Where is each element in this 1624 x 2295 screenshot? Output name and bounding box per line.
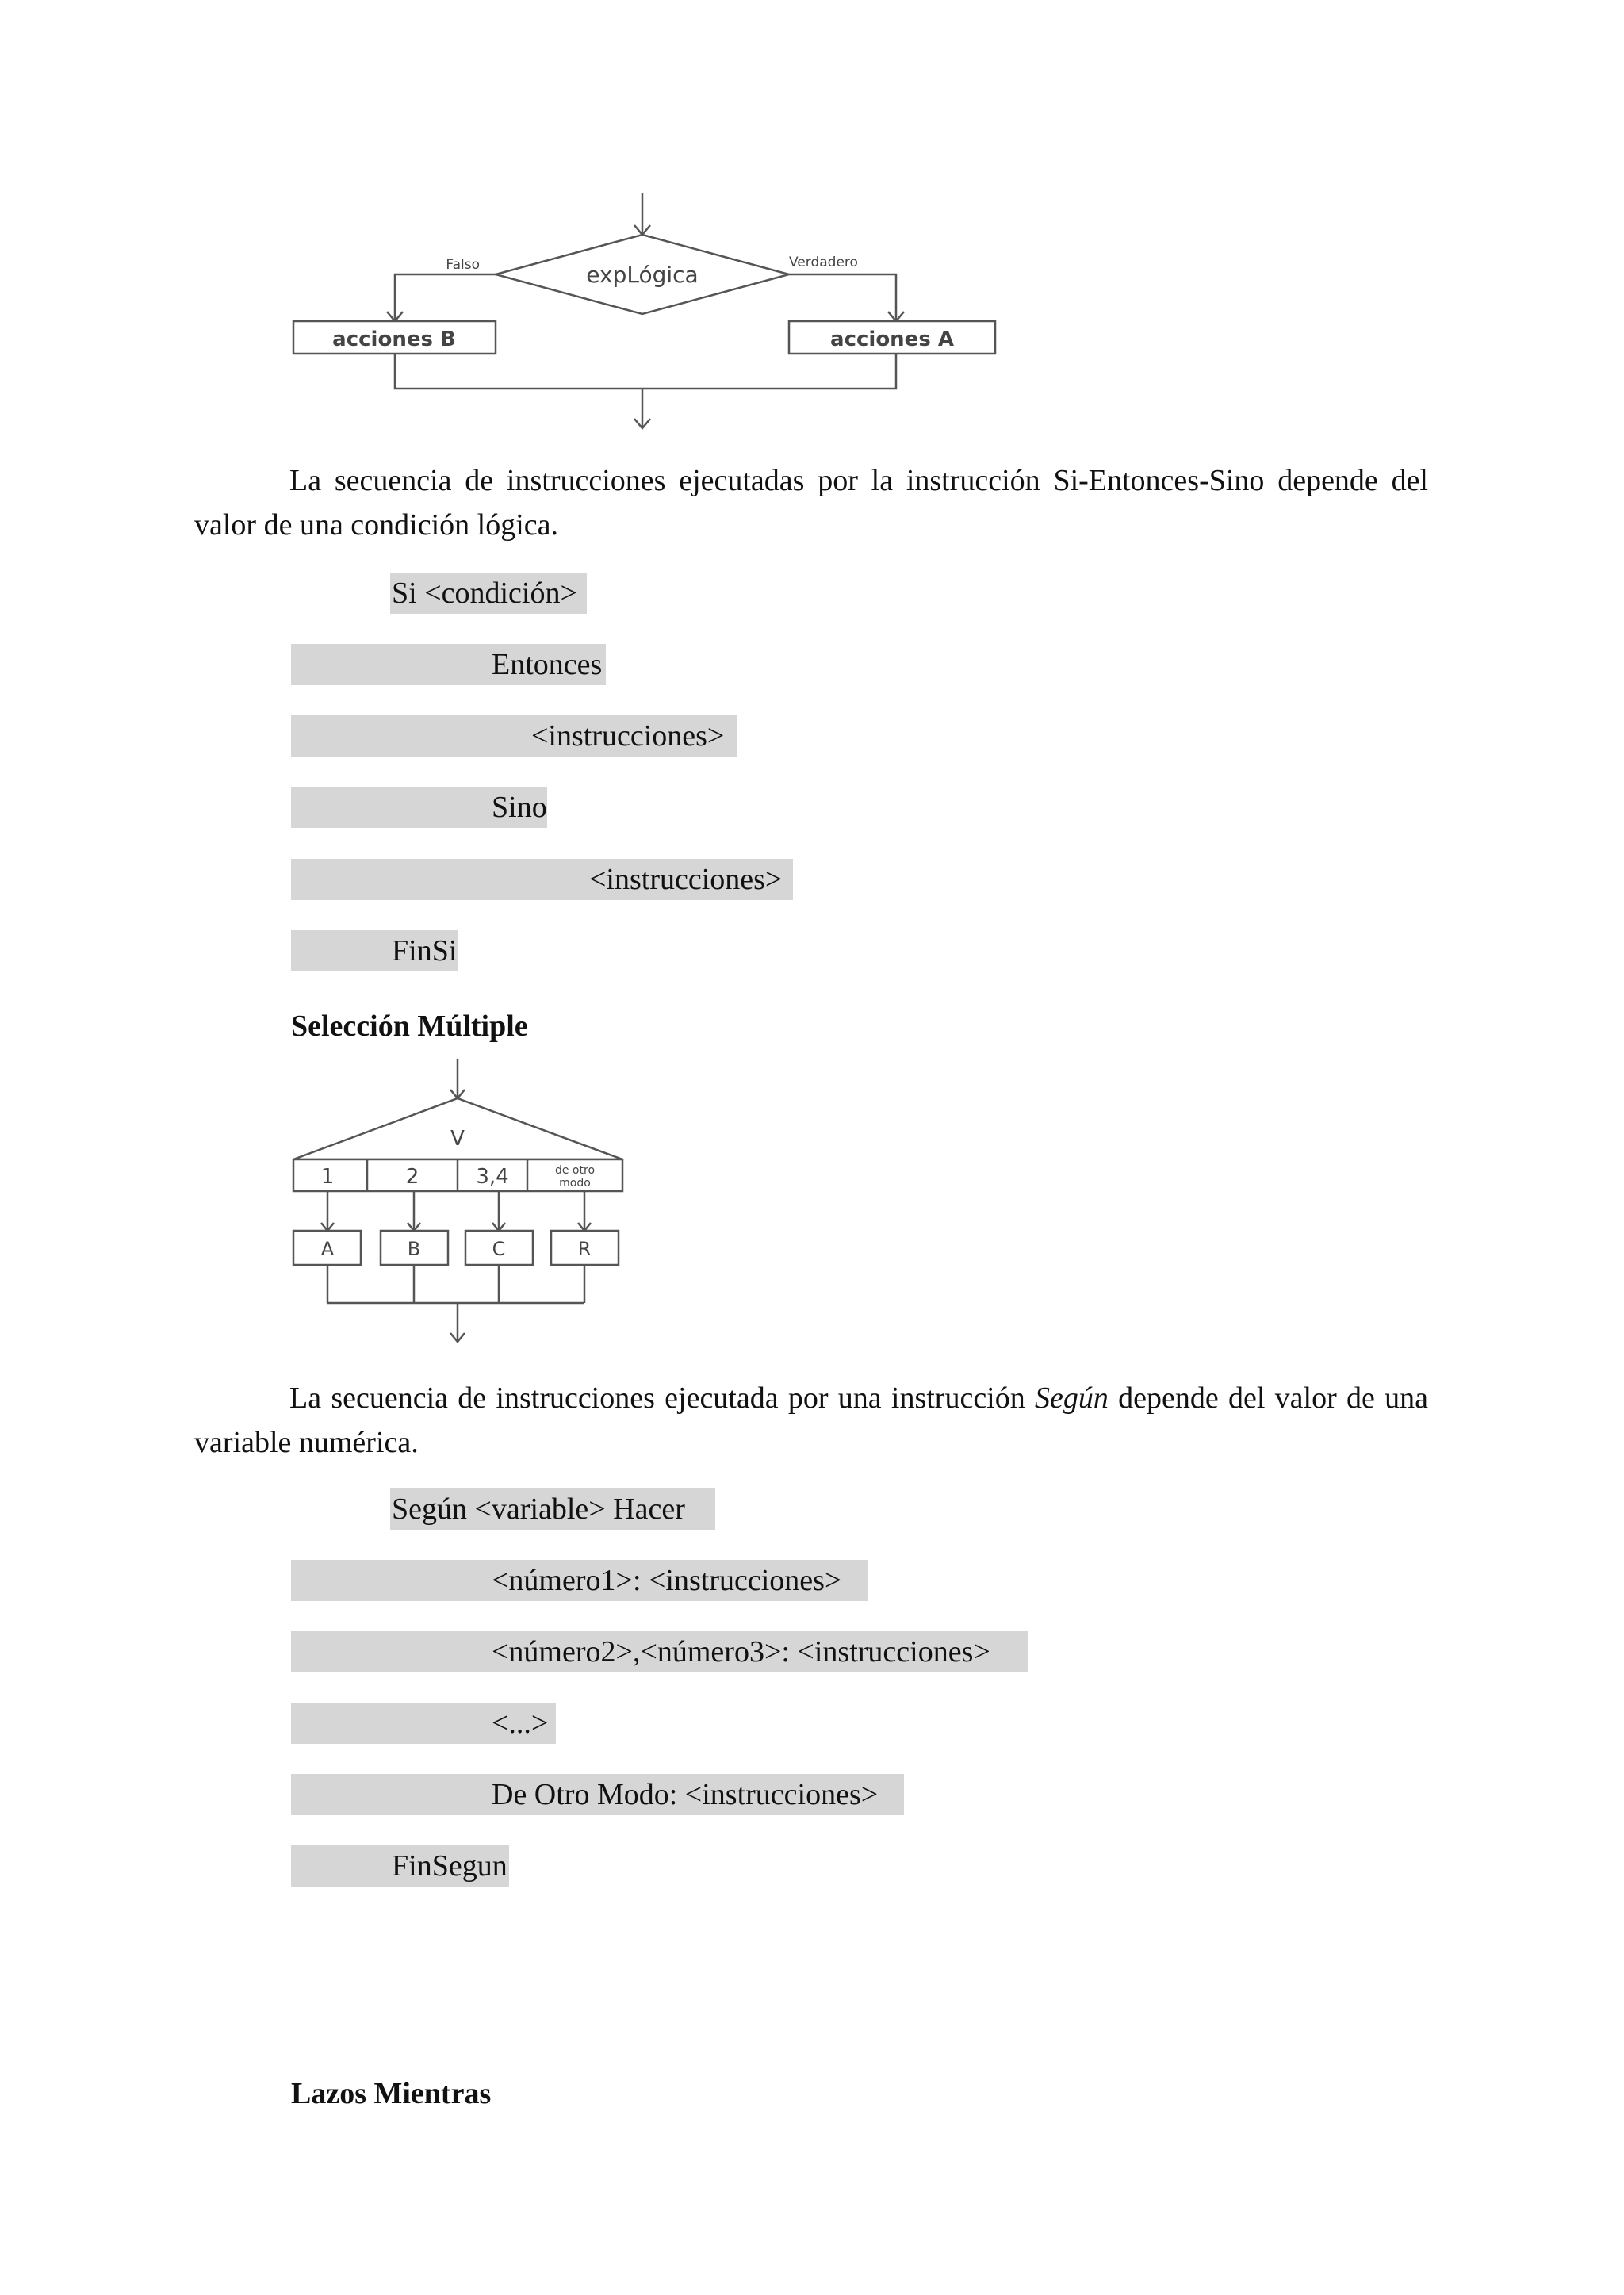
paragraph-switch-after: depende del valor de una variable numérica. (194, 1381, 1428, 1459)
condition-text: expLógica (586, 262, 699, 288)
code-line-finsi: FinSi (392, 934, 458, 967)
switch-variable-text: V (450, 1127, 465, 1151)
code-line-finsegun: FinSegun (392, 1849, 508, 1883)
case-1-text: 1 (320, 1165, 335, 1189)
merge-line (395, 354, 896, 389)
paragraph-switch-before: La secuencia de instrucciones ejecutada por una instrucción (289, 1381, 1035, 1415)
case-default-text-line2: modo (559, 1177, 591, 1190)
code-line-si: Si <condición> (392, 577, 577, 610)
action-r-letter: R (577, 1238, 592, 1260)
code-line-instr-1: <instrucciones> (531, 719, 725, 753)
action-a-text: acciones A (830, 328, 954, 351)
code-line-entonces: Entonces (492, 648, 603, 681)
case-3-4-text: 3,4 (476, 1165, 509, 1189)
paragraph-if (194, 458, 1428, 547)
code-line-sino: Sino (492, 791, 547, 824)
paragraph-switch-emphasis: Según (1035, 1381, 1109, 1415)
action-c-letter: C (492, 1238, 506, 1260)
case-default-text-line1: de otro (554, 1164, 596, 1177)
code-line-numero1: <número1>: <instrucciones> (492, 1564, 842, 1597)
action-b-letter: B (407, 1238, 421, 1260)
heading-lazos-mientras: Lazos Mientras (291, 2077, 492, 2110)
false-branch-line (395, 274, 496, 321)
code-line-numero2-3: <número2>,<número3>: <instrucciones> (492, 1635, 990, 1669)
if-flowchart (282, 189, 1011, 435)
paragraph-switch (194, 1376, 1428, 1465)
heading-seleccion-multiple: Selección Múltiple (291, 1010, 528, 1043)
case-2-text: 2 (405, 1165, 419, 1189)
true-branch-line (789, 274, 896, 321)
switch-flowchart (289, 1055, 634, 1350)
code-line-instr-2: <instrucciones> (589, 863, 783, 896)
paragraph-if-text: La secuencia de instrucciones ejecutadas por la instrucción Si-Entonces-Sino depende del valor de una condición lógica. (194, 464, 1428, 542)
action-a-letter: A (320, 1238, 335, 1260)
action-b-text: acciones B (332, 328, 456, 351)
code-line-segun: Según <variable> Hacer (392, 1492, 685, 1526)
code-line-ellipsis: <...> (492, 1707, 549, 1740)
code-line-de-otro-modo: De Otro Modo: <instrucciones> (492, 1778, 879, 1811)
true-label: Verdadero (789, 255, 858, 270)
false-label: Falso (446, 257, 480, 273)
